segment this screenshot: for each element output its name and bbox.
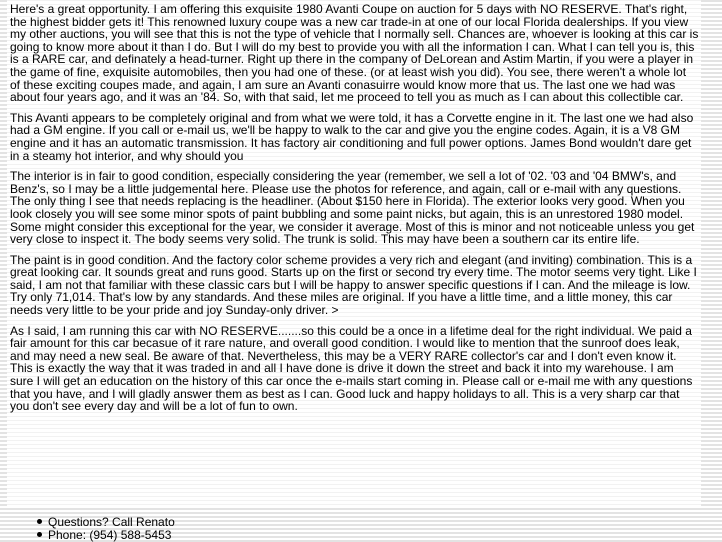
list-item [37, 515, 175, 528]
contact-questions-text: Questions? Call Renato [48, 514, 175, 529]
listing-description-panel [7, 0, 701, 506]
contact-phone-text: Phone: (954) 588-5453 [48, 527, 172, 542]
description-paragraph: The paint is in good condition. And the factory color scheme provides a very rich and elegant (and inviting) combination. This is a great looking car. It sounds great and runs good. Starts up on the first or second try every time. The motor seems very tight. Like I said, I am not that familiar with these classic cars but I will be happy to answer specific questions if I can. And the mileage is low. Try only 71,014. That's low by any standards. And these miles are original. If you have a little time, and a little money, this car needs very little to be your pride and joy Sunday-only driver. > [10, 252, 697, 318]
description-paragraph: Here's a great opportunity. I am offering this exquisite 1980 Avanti Coupe on auction for 5 days with NO RESERVE. That's right, the highest bidder gets it! This renowned luxury coupe was a new car trade-in at one of our local Florida dealerships. If you view my other auctions, you will see that this is not the type of vehicle that I normally sell. Chances are, whoever is looking at this car is going to know more about it than I do. But I will do my best to provide you with all the information I can. What I can tell you is, this is a RARE car, and definately a head-turner. Right up there in the company of DeLorean and Astim Martin, if you were a player in the game of fine, exquisite automobiles, then you had one of these. (or at least wish you did). You see, there weren't a whole lot of these exciting coupes made, and again, I am sure an Avanti conasuirre would know more that us. The last one we had was about four years ago, and it was an '84. So, with that said, let me proceed to tell you as much as I can about this collectible car. [10, 2, 699, 105]
description-paragraph: This Avanti appears to be completely original and from what we were told, it has a Corvette engine in it. The last one we had also had a GM engine. If you call or e-mail us, we'll be happy to walk to the car and give you the engine codes. Again, it is a V8 GM engine and it has an automatic transmission. It has factory air conditioning and full power options. James Bond wouldn't dare get in a steamy hot interior, and why should you [10, 110, 694, 163]
description-paragraph: The interior is in fair to good condition, especially considering the year (remember, we sell a lot of '02. '03 and '04 BMW's, and Benz's, so I may be a little judgemental here. Please use the photos for reference, and again, call or e-mail with any questions. The only thing I see that needs replacing is the headliner. (About $150 here in Florida). The exterior looks very good. When you look closely you will see some minor spots of paint bubbling and some paint nicks, but again, this is an unrestored 1980 model. Some might consider this exceptional for the year, we consider it average. Most of this is minor and not noticeable unless you get very close to inspect it. The body seems very solid. The trunk is solid. This may have been a southern car its entire life. [10, 169, 695, 247]
bullet-icon [37, 519, 42, 524]
contact-list [0, 515, 175, 541]
description-paragraph: As I said, I am running this car with NO RESERVE.......so this could be a once in a lifetime deal for the right individual. We paid a fair amount for this car becasue of it rare nature, and overall good condition. I would like to mention that the sunroof does leak, and may need a new seal. Be aware of that. Nevertheless, this may be a VERY RARE collector's car and I don't even know it. This is exactly the way that it was traded in and all I have done is drive it down the street and back it into my warehouse. I am sure I will get an education on the history of this car once the e-mails start coming in. Please call or e-mail me with any questions that you have, and I will gladly answer them as best as I can. Good luck and happy holidays to all. This is a very sharp car that you don't see every day and will be a lot of fun to own. [10, 323, 693, 414]
list-item [37, 528, 175, 541]
bullet-icon [37, 532, 42, 537]
